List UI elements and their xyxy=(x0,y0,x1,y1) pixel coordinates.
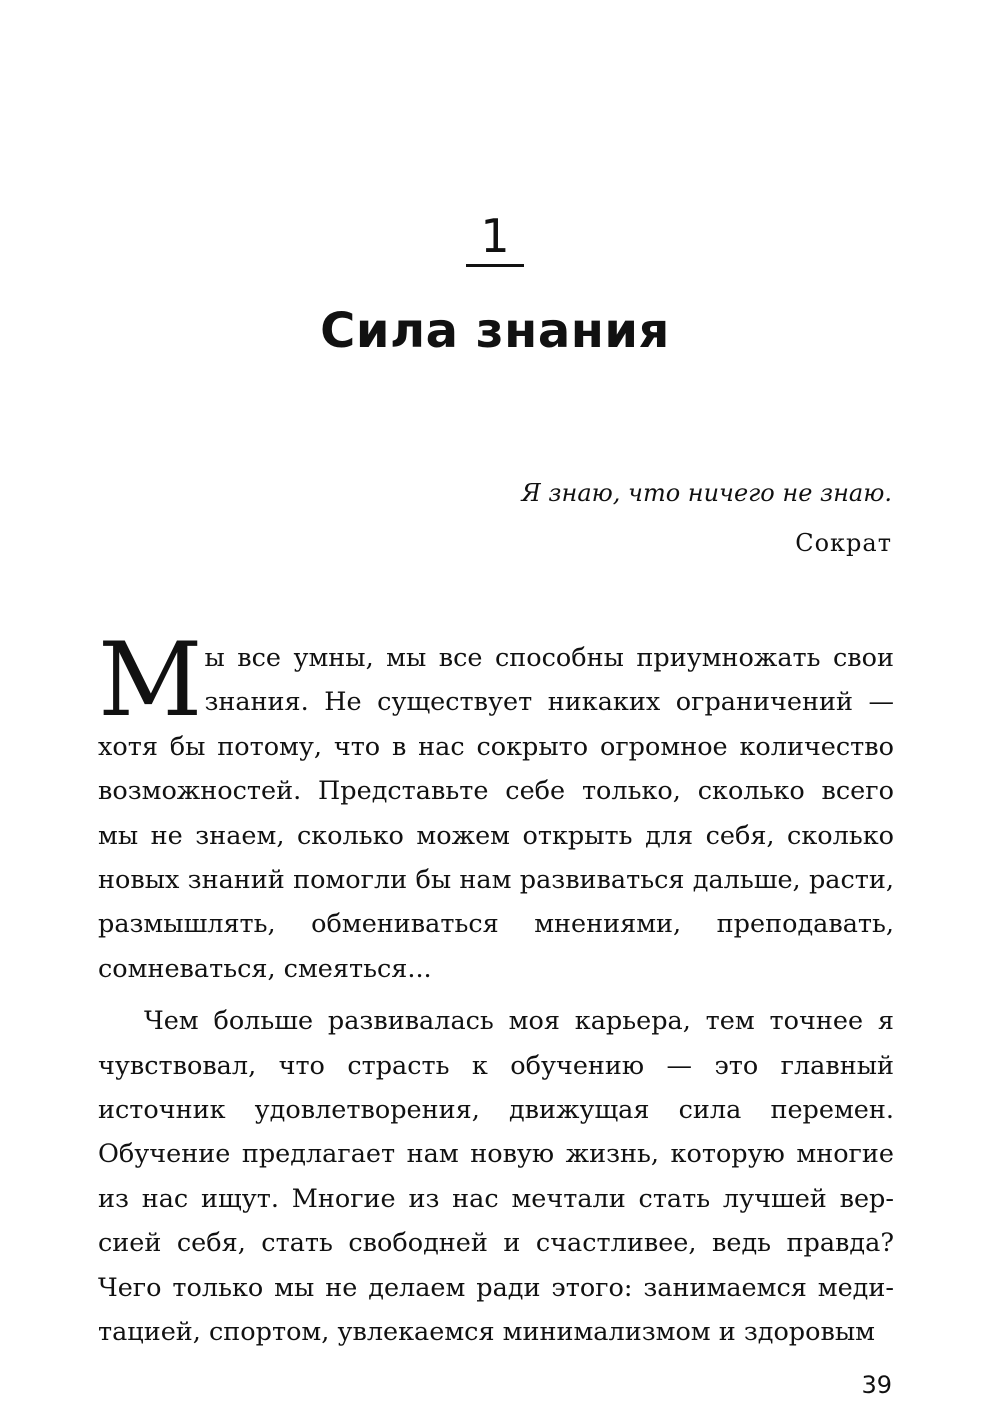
paragraph-1 xyxy=(98,621,894,991)
chapter-number: 1 xyxy=(480,209,510,263)
epigraph-author: Сократ xyxy=(795,529,892,557)
page-number: 39 xyxy=(861,1371,892,1399)
chapter-title: Сила знания xyxy=(320,303,670,359)
paragraph-2: Чем больше развивалась моя карьера, тем точнее я чувствовал, что страсть к обучению — это главный источник удовлетворения, движущая сила перемен. Обучение предлагает нам новую жизнь, которую многие из нас ищут. Многие из нас мечтали стать лучшей версией себя, стать свободней и счастливее, ведь правда? Чего только мы не делаем ради этого: занимаемся медитацией, спортом, увлекаемся минимализмом и здоровым xyxy=(98,1006,894,1348)
body-text xyxy=(98,621,894,1355)
epigraph-quote: Я знаю, что ничего не знаю. xyxy=(521,479,892,507)
chapter-divider xyxy=(466,264,524,267)
drop-cap: М xyxy=(98,621,203,740)
paragraph-1-text: ы все умны, мы все способны приумножать свои знания. Не существует никаких ограничений — хотя бы потому, что в нас сокрыто огромное количество возможностей. Представьте себе только, сколько всего мы не знаем, сколько можем открыть для себя, сколько новых знаний помогли бы нам развиваться дальше, расти, размышлять, обмениваться мнениями, преподавать, сомневаться, смеяться... xyxy=(98,643,894,984)
epigraph xyxy=(521,468,892,568)
